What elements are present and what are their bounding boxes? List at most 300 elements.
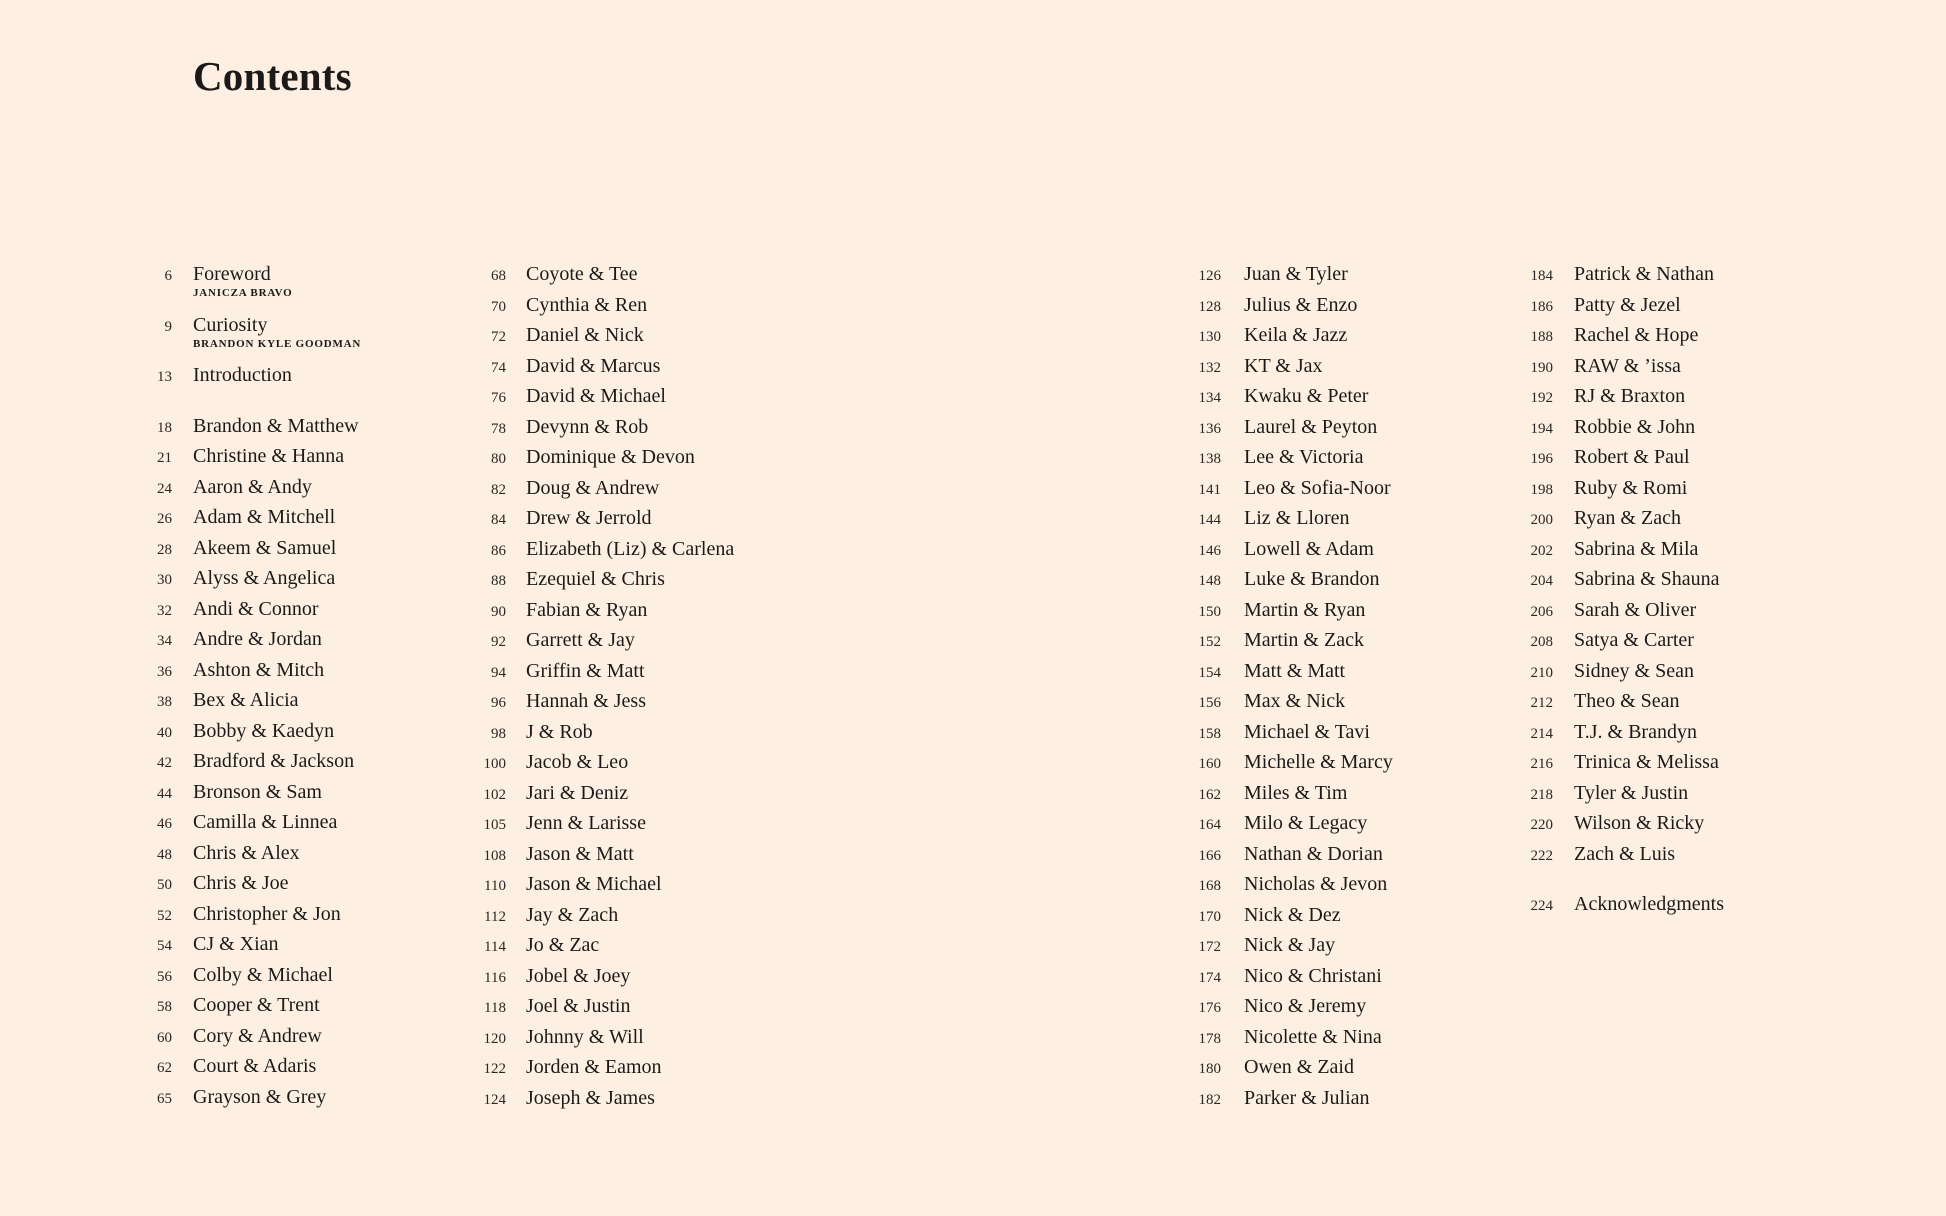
toc-entry-name: Julius & Enzo <box>1244 293 1358 316</box>
toc-entry-name: Nicolette & Nina <box>1244 1025 1382 1048</box>
toc-entry-title <box>1244 445 1364 469</box>
toc-entry-title <box>193 932 279 956</box>
toc-entry-title <box>526 415 648 439</box>
toc-page-number: 36 <box>157 663 172 680</box>
toc-entry-name: Laurel & Peyton <box>1244 415 1378 438</box>
toc-page-number: 194 <box>1530 420 1553 437</box>
toc-entry-title <box>1244 842 1383 866</box>
toc-page-number: 152 <box>1198 634 1221 650</box>
toc-entry-name: KT & Jax <box>1244 354 1323 377</box>
toc-entry-name: Jason & Michael <box>526 873 662 895</box>
toc-entry-title <box>1574 811 1704 835</box>
toc-page-number: 138 <box>1198 451 1221 467</box>
toc-entry-title <box>193 963 333 987</box>
toc-entry-name: Ruby & Romi <box>1574 476 1688 499</box>
toc-entry-name: Matt & Matt <box>1244 659 1346 682</box>
toc-entry-title <box>1244 354 1323 378</box>
toc-entry-name: Christopher & Jon <box>193 902 341 925</box>
toc-page-number: 200 <box>1530 512 1553 528</box>
toc-entry-title <box>193 749 354 773</box>
toc-entry-name: Dominique & Devon <box>526 446 695 468</box>
toc-entry-title <box>193 566 335 590</box>
toc-page-number: 188 <box>1530 329 1553 345</box>
toc-page-number: 76 <box>491 390 506 406</box>
toc-entry-name: Theo & Sean <box>1574 690 1680 712</box>
toc-page-number: 88 <box>491 573 506 589</box>
toc-entry-name: Bex & Alicia <box>193 689 299 711</box>
toc-entry-title <box>193 536 336 560</box>
toc-entry-title <box>526 720 593 744</box>
toc-entry-title <box>193 627 322 651</box>
toc-page-number: 144 <box>1198 512 1221 528</box>
toc-page-number: 54 <box>157 938 172 954</box>
toc-page-number: 126 <box>1198 268 1221 284</box>
toc-entry-title <box>1244 1025 1382 1049</box>
toc-entry-name: Doug & Andrew <box>526 476 660 499</box>
toc-entry-name: Patty & Jezel <box>1574 293 1681 316</box>
toc-page-number: 110 <box>484 878 506 894</box>
toc-entry-title <box>526 750 628 774</box>
toc-entry-name: Martin & Ryan <box>1244 598 1366 621</box>
toc-entry-name: Chris & Alex <box>193 841 300 864</box>
toc-entry-title <box>193 475 312 499</box>
toc-entry-name: Liz & Lloren <box>1244 507 1350 529</box>
toc-entry-name: Foreword <box>193 263 271 285</box>
toc-entry-title <box>1244 750 1393 774</box>
toc-page-number: 40 <box>157 724 172 741</box>
toc-entry-title <box>1244 994 1366 1018</box>
toc-entry-name: Michelle & Marcy <box>1244 751 1393 773</box>
toc-entry-title <box>526 476 659 500</box>
toc-entry-title <box>1244 781 1347 805</box>
toc-page-number: 212 <box>1530 695 1553 711</box>
toc-entry-title <box>1574 415 1695 439</box>
toc-page-number: 114 <box>484 939 506 955</box>
toc-page-number: 158 <box>1198 725 1221 742</box>
toc-page-number: 70 <box>491 298 506 315</box>
toc-entry-name: Curiosity <box>193 313 268 336</box>
toc-entry-title <box>1244 689 1345 713</box>
toc-entry-title <box>526 872 662 896</box>
toc-page-number: 192 <box>1530 390 1553 406</box>
toc-entry-author: BRANDON KYLE GOODMAN <box>193 337 362 350</box>
toc-page-number: 68 <box>491 268 506 284</box>
toc-entry-name: Aaron & Andy <box>193 475 312 498</box>
toc-page-number: 9 <box>164 318 172 335</box>
toc-page-number: 222 <box>1530 847 1553 864</box>
toc-page-number: 32 <box>157 602 172 619</box>
page-title: Contents <box>193 53 352 99</box>
toc-entry-title <box>526 994 630 1018</box>
toc-page-number: 122 <box>483 1061 506 1077</box>
toc-entry-name: Bradford & Jackson <box>193 750 355 772</box>
toc-entry-name: Sidney & Sean <box>1574 659 1694 682</box>
toc-page-number: 186 <box>1530 298 1553 315</box>
toc-entry-name: Cynthia & Ren <box>526 293 648 316</box>
toc-entry-name: Brandon & Matthew <box>193 414 359 437</box>
toc-entry-name: Nico & Christani <box>1244 964 1382 987</box>
toc-entry-title <box>526 384 666 408</box>
toc-entry-title <box>1244 811 1367 835</box>
toc-entry-title <box>193 902 341 926</box>
toc-entry-title <box>1244 567 1380 591</box>
toc-page-number: 182 <box>1198 1091 1221 1108</box>
toc-entry-title <box>526 293 647 317</box>
toc-entry-title <box>193 444 344 468</box>
toc-page-number: 44 <box>157 785 172 802</box>
toc-entry-title <box>526 1086 655 1110</box>
toc-page-number: 58 <box>157 999 172 1015</box>
toc-page-number: 82 <box>491 481 506 498</box>
toc-entry-name: Garrett & Jay <box>526 629 635 651</box>
toc-entry-title <box>526 567 665 591</box>
toc-page-number: 166 <box>1198 847 1221 864</box>
toc-entry-name: Nathan & Dorian <box>1244 842 1383 865</box>
toc-page-number: 24 <box>157 480 172 497</box>
toc-entry-title <box>526 933 599 957</box>
toc-entry-name: Zach & Luis <box>1574 842 1676 865</box>
toc-entry-title <box>1244 384 1368 408</box>
toc-page-number: 202 <box>1530 542 1553 559</box>
toc-page-number: 224 <box>1530 898 1553 914</box>
toc-page-number: 128 <box>1198 298 1221 315</box>
toc-entry-name: Parker & Julian <box>1244 1086 1370 1109</box>
toc-page-number: 170 <box>1198 908 1221 925</box>
toc-entry-title <box>1574 659 1694 683</box>
toc-page-number: 176 <box>1198 1000 1221 1016</box>
toc-entry-title <box>526 262 638 286</box>
toc-page-number: 72 <box>491 329 506 345</box>
toc-entry-title <box>1244 262 1348 286</box>
toc-page-number: 214 <box>1530 725 1553 742</box>
toc-page-number: 18 <box>157 419 172 436</box>
toc-entry-title <box>193 597 319 621</box>
toc-page-number: 196 <box>1530 451 1553 467</box>
toc-page-number: 134 <box>1198 390 1221 406</box>
toc-entry-name: Luke & Brandon <box>1244 568 1380 590</box>
toc-entry-name: Andre & Jordan <box>193 628 322 650</box>
toc-page-number: 180 <box>1198 1061 1221 1077</box>
toc-entry-name: J & Rob <box>526 720 593 743</box>
toc-page-number: 102 <box>483 786 506 803</box>
toc-entry-title <box>1244 964 1382 988</box>
toc-entry-title <box>526 537 734 561</box>
toc-page-number: 116 <box>484 969 506 986</box>
toc-page-number: 105 <box>483 817 506 833</box>
toc-entry-title <box>193 1085 326 1109</box>
toc-entry-title <box>193 841 300 865</box>
toc-entry-name: Acknowledgments <box>1574 893 1724 915</box>
toc-page-number: 42 <box>157 755 172 771</box>
toc-page-number: 146 <box>1198 542 1221 559</box>
toc-entry-title <box>526 781 628 805</box>
toc-entry-title <box>526 689 646 713</box>
toc-entry-name: Camilla & Linnea <box>193 811 338 833</box>
toc-entry-title <box>193 1054 316 1078</box>
toc-entry-title <box>1574 750 1719 774</box>
toc-entry-name: Martin & Zack <box>1244 629 1364 651</box>
toc-entry-title <box>1244 933 1335 957</box>
toc-entry-title <box>1574 720 1697 744</box>
toc-entry-title <box>526 1055 662 1079</box>
toc-page-number: 160 <box>1198 756 1221 772</box>
toc-entry-name: Juan & Tyler <box>1244 263 1348 285</box>
toc-entry-title <box>1574 537 1698 561</box>
toc-page-number: 210 <box>1530 664 1553 681</box>
toc-entry-title <box>1244 323 1347 347</box>
toc-page-number: 96 <box>491 695 506 711</box>
toc-page-number: 65 <box>157 1090 172 1107</box>
toc-entry-name: Introduction <box>193 364 292 386</box>
toc-entry-title <box>1574 842 1675 866</box>
toc-page-number: 52 <box>157 907 172 924</box>
toc-entry-title <box>526 1025 644 1049</box>
toc-page-number: 206 <box>1530 603 1553 620</box>
toc-entry-title <box>1574 567 1720 591</box>
toc-entry-name: Jay & Zach <box>526 903 619 926</box>
toc-page-number: 26 <box>157 511 172 527</box>
toc-entry-name: Griffin & Matt <box>526 659 645 682</box>
toc-entry-title <box>1244 598 1365 622</box>
toc-entry-name: Ashton & Mitch <box>193 658 325 681</box>
toc-entry-name: Jorden & Eamon <box>526 1056 662 1078</box>
toc-entry-name: Kwaku & Peter <box>1244 385 1369 407</box>
toc-page-number: 108 <box>483 847 506 864</box>
toc-entry-name: Keila & Jazz <box>1244 324 1348 346</box>
toc-entry-title <box>193 414 359 438</box>
toc-entry-title <box>1574 445 1690 469</box>
toc-entry-name: Cooper & Trent <box>193 994 320 1016</box>
toc-page-number: 28 <box>157 541 172 558</box>
toc-entry-title <box>1574 689 1680 713</box>
toc-entry-name: Bronson & Sam <box>193 780 322 803</box>
toc-page-number: 164 <box>1198 817 1221 833</box>
toc-page-number: 86 <box>491 542 506 559</box>
toc-entry-name: Lee & Victoria <box>1244 446 1364 468</box>
toc-entry-name: Miles & Tim <box>1244 781 1348 804</box>
toc-page-number: 154 <box>1198 664 1221 681</box>
toc-entry-title <box>1244 537 1374 561</box>
toc-page-number: 60 <box>157 1029 172 1046</box>
toc-entry-title <box>193 262 293 300</box>
toc-page-number: 21 <box>157 450 172 466</box>
toc-entry-name: Adam & Mitchell <box>193 506 336 528</box>
toc-page-number: 74 <box>491 359 506 376</box>
toc-page-number: 34 <box>157 633 172 649</box>
toc-page-number: 50 <box>157 877 172 893</box>
toc-entry-name: Wilson & Ricky <box>1574 812 1705 834</box>
toc-page-number: 130 <box>1198 329 1221 345</box>
toc-entry-title <box>193 505 335 529</box>
toc-page-number: 150 <box>1198 603 1221 620</box>
toc-entry-title <box>193 363 292 387</box>
toc-entry-title <box>1244 1086 1370 1110</box>
toc-entry-name: Johnny & Will <box>526 1025 644 1048</box>
toc-entry-name: Patrick & Nathan <box>1574 263 1714 285</box>
toc-entry-name: Nicholas & Jevon <box>1244 873 1388 895</box>
toc-page-number: 120 <box>483 1030 506 1047</box>
toc-entry-name: Bobby & Kaedyn <box>193 719 335 742</box>
toc-entry-title <box>1574 892 1724 916</box>
toc-entry-name: Nico & Jeremy <box>1244 995 1367 1017</box>
toc-entry-title <box>1244 1055 1354 1079</box>
toc-entry-author: JANICZA BRAVO <box>193 287 293 299</box>
toc-entry-name: RAW & ’issa <box>1574 354 1681 377</box>
toc-entry-name: Joseph & James <box>526 1086 655 1109</box>
toc-entry-title <box>526 598 647 622</box>
toc-entry-name: Akeem & Samuel <box>193 536 337 559</box>
toc-entry-title <box>1244 720 1370 744</box>
toc-entry-name: Daniel & Nick <box>526 324 644 346</box>
toc-entry-title <box>1574 323 1698 347</box>
toc-entry-name: Nick & Dez <box>1244 903 1341 926</box>
toc-entry-title <box>1244 506 1350 530</box>
toc-entry-title <box>193 688 299 712</box>
toc-entry-title <box>526 506 652 530</box>
toc-page-number: 56 <box>157 968 172 985</box>
toc-page-number: 98 <box>491 725 506 742</box>
toc-entry-name: Lowell & Adam <box>1244 537 1374 560</box>
toc-page-number: 168 <box>1198 878 1221 894</box>
toc-page-number: 80 <box>491 451 506 467</box>
toc-page-number: 62 <box>157 1060 172 1076</box>
toc-entry-title <box>526 903 618 927</box>
toc-page-number: 132 <box>1198 359 1221 376</box>
toc-entry-title <box>1574 384 1685 408</box>
toc-entry-title <box>1574 598 1696 622</box>
toc-entry-title <box>1574 781 1688 805</box>
toc-page-number: 124 <box>483 1091 506 1108</box>
toc-entry-name: Jacob & Leo <box>526 751 629 773</box>
toc-entry-name: Nick & Jay <box>1244 934 1336 956</box>
toc-page-number: 172 <box>1198 939 1221 955</box>
toc-entry-title <box>1244 659 1345 683</box>
toc-entry-title <box>1574 293 1681 317</box>
toc-page-number: 38 <box>157 694 172 710</box>
toc-entry-name: Court & Adaris <box>193 1055 317 1077</box>
toc-page-number: 90 <box>491 603 506 620</box>
toc-entry-title <box>1244 476 1391 500</box>
toc-entry-title <box>193 719 334 743</box>
toc-entry-title <box>1244 872 1387 896</box>
toc-page-number: 174 <box>1198 969 1221 986</box>
toc-page-number: 162 <box>1198 786 1221 803</box>
toc-entry-name: Drew & Jerrold <box>526 507 652 529</box>
toc-entry-title <box>526 323 644 347</box>
toc-entry-name: Jason & Matt <box>526 842 634 865</box>
toc-page-number: 100 <box>483 756 506 772</box>
toc-entry-name: Alyss & Angelica <box>193 567 336 589</box>
toc-entry-name: Jari & Deniz <box>526 781 629 804</box>
toc-entry-name: Cory & Andrew <box>193 1024 322 1047</box>
toc-entry-name: Elizabeth (Liz) & Carlena <box>526 537 735 560</box>
toc-page-number: 184 <box>1530 268 1553 284</box>
toc-page-number: 94 <box>491 664 506 681</box>
toc-entry-name: Andi & Connor <box>193 597 319 620</box>
toc-entry-name: Jenn & Larisse <box>526 812 646 834</box>
toc-page-number: 92 <box>491 634 506 650</box>
toc-entry-title <box>193 313 361 351</box>
toc-entry-title <box>526 445 695 469</box>
toc-page-number: 156 <box>1198 695 1221 711</box>
toc-entry-title <box>193 993 320 1017</box>
toc-page-number: 208 <box>1530 634 1553 650</box>
toc-entry-name: Satya & Carter <box>1574 629 1694 651</box>
toc-page-number: 6 <box>164 268 172 284</box>
toc-entry-name: Grayson & Grey <box>193 1085 327 1108</box>
toc-page-number: 84 <box>491 512 506 528</box>
toc-page-number: 30 <box>157 572 172 588</box>
toc-entry-name: Joel & Justin <box>526 995 631 1017</box>
toc-page-number: 136 <box>1198 420 1221 437</box>
toc-entry-name: Trinica & Melissa <box>1574 751 1719 773</box>
toc-entry-title <box>193 871 289 895</box>
toc-page-number: 204 <box>1530 573 1553 589</box>
toc-page-number: 198 <box>1530 481 1553 498</box>
toc-entry-name: Chris & Joe <box>193 872 289 894</box>
toc-page-number: 218 <box>1530 786 1553 803</box>
toc-entry-name: Robbie & John <box>1574 415 1696 438</box>
toc-entry-name: Sabrina & Shauna <box>1574 568 1720 590</box>
toc-entry-title <box>1244 415 1377 439</box>
toc-page-number: 220 <box>1530 817 1553 833</box>
toc-entry-name: Michael & Tavi <box>1244 720 1370 743</box>
toc-page-number: 190 <box>1530 359 1553 376</box>
toc-entry-name: Leo & Sofia-Noor <box>1244 476 1391 499</box>
toc-entry-title <box>526 964 630 988</box>
toc-entry-name: Owen & Zaid <box>1244 1056 1354 1078</box>
toc-entry-name: Sabrina & Mila <box>1574 537 1699 560</box>
toc-entry-title <box>1244 293 1357 317</box>
toc-entry-title <box>526 354 660 378</box>
toc-entry-name: Christine & Hanna <box>193 445 345 467</box>
toc-entry-title <box>1244 903 1341 927</box>
toc-entry-name: Sarah & Oliver <box>1574 598 1697 621</box>
toc-entry-name: Tyler & Justin <box>1574 781 1689 804</box>
toc-entry-title <box>1574 506 1681 530</box>
toc-entry-name: Ezequiel & Chris <box>526 568 665 590</box>
toc-page-number: 216 <box>1530 756 1553 772</box>
toc-entry-name: David & Marcus <box>526 354 661 377</box>
toc-entry-title <box>193 1024 322 1048</box>
toc-entry-title <box>1574 354 1681 378</box>
toc-page-number: 178 <box>1198 1030 1221 1047</box>
toc-entry-title <box>526 628 635 652</box>
toc-entry-title <box>193 810 337 834</box>
toc-entry-name: David & Michael <box>526 385 666 407</box>
toc-entry-name: Rachel & Hope <box>1574 324 1699 346</box>
toc-entry-name: Milo & Legacy <box>1244 812 1368 834</box>
toc-entry-title <box>1574 476 1687 500</box>
toc-entry-name: Jo & Zac <box>526 934 600 956</box>
toc-entry-name: CJ & Xian <box>193 933 279 955</box>
toc-entry-name: T.J. & Brandyn <box>1574 720 1697 743</box>
toc-entry-name: Robert & Paul <box>1574 446 1690 468</box>
toc-entry-title <box>1574 262 1714 286</box>
toc-entry-name: Fabian & Ryan <box>526 598 648 621</box>
toc-page-number: 141 <box>1198 481 1221 498</box>
toc-entry-name: Devynn & Rob <box>526 415 649 438</box>
toc-entry-name: Max & Nick <box>1244 690 1346 712</box>
toc-page-number: 46 <box>157 816 172 832</box>
toc-entry-name: Jobel & Joey <box>526 964 631 987</box>
toc-entry-name: Colby & Michael <box>193 963 333 986</box>
toc-entry-title <box>193 780 322 804</box>
toc-entry-title <box>1574 628 1694 652</box>
toc-entry-name: Hannah & Jess <box>526 690 646 712</box>
toc-entry-title <box>193 658 324 682</box>
toc-entry-name: Ryan & Zach <box>1574 507 1681 529</box>
